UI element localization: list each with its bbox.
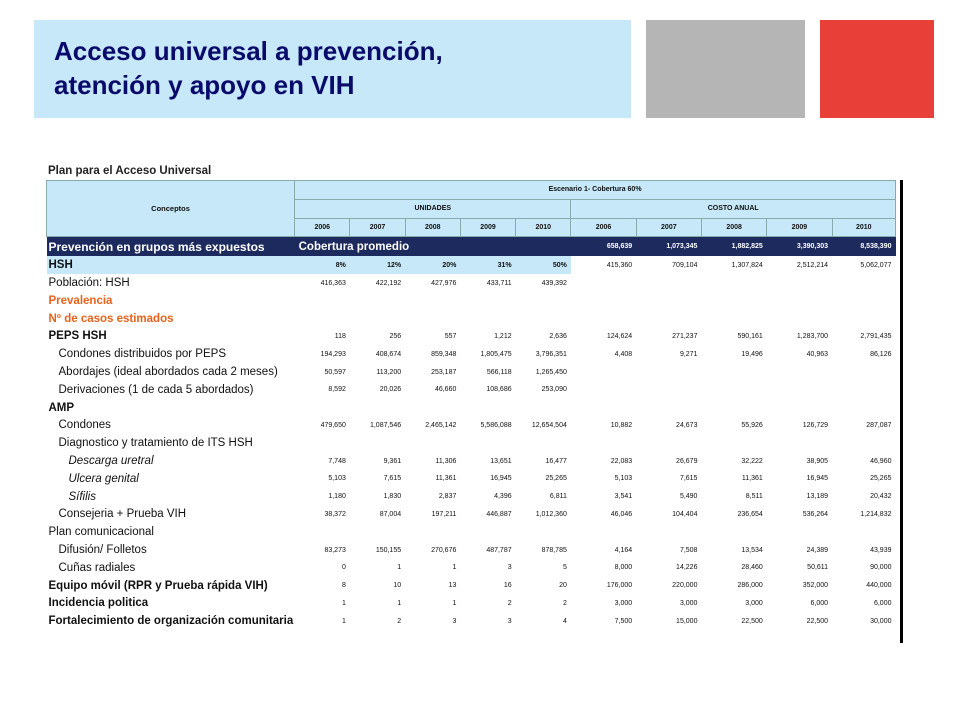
costo-cell: 38,905 xyxy=(806,457,829,465)
costo-cell: 22,083 xyxy=(610,457,633,465)
header-year-costo: 2008 xyxy=(701,218,766,237)
table-row xyxy=(47,488,896,506)
slide-title-line-2: atención y apoyo en VIH xyxy=(54,70,355,100)
costo-cell: 16,945 xyxy=(806,475,829,483)
row-concept: Fortalecimiento de organización comunitaria xyxy=(48,615,294,628)
table-row xyxy=(47,470,896,488)
unidades-cell: 1,180 xyxy=(328,493,346,501)
unidades-cell: 433,711 xyxy=(486,279,512,287)
unidades-cell: 1 xyxy=(341,599,346,607)
unidades-cell xyxy=(516,434,571,452)
unidades-cell: 1 xyxy=(452,564,457,572)
row-concept: Descarga uretral xyxy=(68,455,154,468)
costo-cell: 287,087 xyxy=(866,421,892,429)
unidades-cell: 1 xyxy=(452,599,457,607)
costo-cell xyxy=(571,381,636,399)
costo-cell xyxy=(571,523,636,541)
costo-cell: 28,460 xyxy=(741,564,763,572)
unidades-cell: 2,837 xyxy=(438,493,457,501)
unidades-cell: 566,118 xyxy=(486,368,512,376)
costo-cell xyxy=(832,274,895,292)
header-row-scenario xyxy=(47,181,896,200)
unidades-cell: 7,748 xyxy=(328,457,346,465)
costo-cell: 6,000 xyxy=(873,599,892,607)
table-row xyxy=(47,381,896,399)
unidades-cell: 11,306 xyxy=(435,457,457,465)
costo-cell xyxy=(832,381,895,399)
unidades-cell xyxy=(295,292,350,310)
plan-title: Plan para el Acceso Universal xyxy=(48,165,212,177)
unidades-cell: 7,615 xyxy=(383,475,402,483)
unidades-cell xyxy=(460,310,515,328)
costo-cell: 32,222 xyxy=(741,457,763,465)
costo-cell: 26,679 xyxy=(676,457,698,465)
costo-cell: 352,000 xyxy=(802,582,829,590)
unidades-cell: 446,887 xyxy=(486,510,512,518)
header-year-unidades: 2008 xyxy=(405,218,460,237)
unidades-cell xyxy=(350,434,405,452)
table-row xyxy=(47,434,896,452)
unidades-cell: 0 xyxy=(341,564,346,572)
unidades-cell: 253,187 xyxy=(431,368,457,376)
costo-cell xyxy=(701,310,766,328)
header-year-unidades: 2006 xyxy=(295,218,350,237)
costo-cell xyxy=(701,363,766,381)
unidades-cell: 256 xyxy=(389,332,402,340)
costo-cell: 40,963 xyxy=(806,350,829,358)
unidades-cell xyxy=(405,523,460,541)
costo-cell xyxy=(767,399,832,417)
table-row xyxy=(47,256,896,274)
unidades-cell: 12% xyxy=(350,256,405,274)
costo-cell xyxy=(701,292,766,310)
unidades-cell: 31% xyxy=(460,256,515,274)
costo-cell: 3,000 xyxy=(745,599,763,607)
costo-cell: 7,615 xyxy=(679,475,698,483)
table-row xyxy=(47,399,896,417)
unidades-cell: 2 xyxy=(507,599,512,607)
unidades-cell: 8,592 xyxy=(328,386,346,394)
costo-cell: 22,500 xyxy=(806,617,829,625)
costo-cell: 7,500 xyxy=(614,617,633,625)
unidades-cell: 4 xyxy=(562,617,567,625)
costo-cell: 536,264 xyxy=(802,510,829,518)
unidades-cell xyxy=(350,523,405,541)
unidades-cell: 16,945 xyxy=(490,475,512,483)
costo-cell xyxy=(701,434,766,452)
unidades-cell: 3 xyxy=(507,617,512,625)
row-concept: Cuñas radiales xyxy=(58,561,136,574)
table-row xyxy=(47,595,896,613)
costo-cell: 1,283,700 xyxy=(796,332,829,340)
unidades-cell: 16,477 xyxy=(545,457,567,465)
header-year-costo: 2009 xyxy=(767,218,832,237)
table-row xyxy=(47,310,896,328)
unidades-cell xyxy=(350,310,405,328)
header-unidades: UNIDADES xyxy=(295,199,571,218)
table-row xyxy=(47,363,896,381)
unidades-cell: 50% xyxy=(516,256,571,274)
row-concept: Sífilis xyxy=(68,490,96,503)
row-concept: Nº de casos estimados xyxy=(48,312,174,325)
costo-cell: 25,265 xyxy=(870,475,892,483)
unidades-cell: 9,361 xyxy=(383,457,402,465)
table-row xyxy=(47,506,896,524)
unidades-cell: 5,586,088 xyxy=(480,421,512,429)
unidades-cell: 859,348 xyxy=(431,350,457,358)
unidades-cell: 3,796,351 xyxy=(535,350,567,358)
unidades-cell: 408,674 xyxy=(375,350,402,358)
costo-cell: 24,389 xyxy=(806,546,829,554)
unidades-cell xyxy=(350,399,405,417)
table-row xyxy=(47,541,896,559)
costo-cell: 1,307,824 xyxy=(731,261,763,269)
header-conceptos: Conceptos xyxy=(47,181,295,237)
costo-cell xyxy=(832,310,895,328)
unidades-cell xyxy=(295,523,350,541)
costo-cell: 3,000 xyxy=(614,599,633,607)
costo-cell xyxy=(701,381,766,399)
costo-cell: 5,490 xyxy=(679,493,698,501)
costo-cell: 46,046 xyxy=(610,510,633,518)
band-costo-cell: 3,390,303 xyxy=(767,237,832,257)
unidades-cell: 1 xyxy=(397,599,402,607)
unidades-cell xyxy=(295,310,350,328)
unidades-cell: 83,273 xyxy=(324,546,346,554)
unidades-cell: 10 xyxy=(393,582,402,590)
unidades-cell xyxy=(350,292,405,310)
unidades-cell: 8 xyxy=(341,582,346,590)
costo-cell: 590,161 xyxy=(737,332,763,340)
unidades-cell: 253,090 xyxy=(541,386,567,394)
unidades-cell: 87,004 xyxy=(379,510,402,518)
costo-cell: 10,882 xyxy=(610,421,633,429)
costo-cell xyxy=(832,363,895,381)
costo-cell: 415,360 xyxy=(606,261,633,269)
header-year-costo: 2007 xyxy=(636,218,701,237)
unidades-cell: 5,103 xyxy=(328,475,346,483)
unidades-cell: 2,636 xyxy=(549,332,567,340)
unidades-cell: 1 xyxy=(397,564,402,572)
costo-cell xyxy=(767,292,832,310)
unidades-cell: 194,293 xyxy=(320,350,346,358)
costo-cell: 3,541 xyxy=(614,493,633,501)
table-row xyxy=(47,523,896,541)
costo-cell: 2,512,214 xyxy=(796,261,829,269)
header-costo-anual: COSTO ANUAL xyxy=(571,199,896,218)
table-row xyxy=(47,274,896,292)
costo-cell xyxy=(571,399,636,417)
unidades-cell xyxy=(405,399,460,417)
unidades-cell xyxy=(516,399,571,417)
costo-cell xyxy=(636,523,701,541)
unidades-cell xyxy=(460,523,515,541)
band-costo-cell: 1,073,345 xyxy=(636,237,701,257)
unidades-cell: 487,787 xyxy=(486,546,512,554)
costo-cell xyxy=(767,363,832,381)
row-concept: Condones xyxy=(58,419,111,432)
unidades-cell: 38,372 xyxy=(324,510,346,518)
costo-cell: 220,000 xyxy=(672,582,698,590)
costo-cell: 30,000 xyxy=(870,617,892,625)
costo-cell xyxy=(571,363,636,381)
unidades-cell: 20 xyxy=(559,582,567,590)
unidades-cell xyxy=(405,310,460,328)
costo-cell: 13,534 xyxy=(741,546,763,554)
title-box xyxy=(34,20,631,118)
costo-cell: 55,926 xyxy=(741,421,763,429)
unidades-cell: 46,660 xyxy=(434,386,457,394)
costo-cell: 4,164 xyxy=(614,546,633,554)
costo-cell xyxy=(636,434,701,452)
unidades-cell: 270,676 xyxy=(431,546,457,554)
costo-cell: 50,611 xyxy=(807,564,829,572)
costo-cell xyxy=(832,292,895,310)
row-concept: Incidencia politica xyxy=(48,597,149,610)
costo-cell: 24,673 xyxy=(676,421,698,429)
unidades-cell: 427,976 xyxy=(431,279,457,287)
unidades-cell: 108,686 xyxy=(486,386,512,394)
costo-cell: 90,000 xyxy=(870,564,892,572)
costo-cell xyxy=(636,381,701,399)
costo-cell xyxy=(832,523,895,541)
costo-cell xyxy=(571,434,636,452)
unidades-cell: 422,192 xyxy=(375,279,402,287)
costo-cell xyxy=(767,434,832,452)
costo-cell: 4,408 xyxy=(614,350,633,358)
header-year-unidades: 2009 xyxy=(460,218,515,237)
unidades-cell: 12,654,504 xyxy=(531,421,567,429)
unidades-cell xyxy=(516,292,571,310)
costo-cell xyxy=(832,434,895,452)
unidades-cell: 3 xyxy=(452,617,457,625)
table-row xyxy=(47,612,896,630)
unidades-cell: 416,363 xyxy=(320,279,346,287)
costo-cell xyxy=(636,292,701,310)
unidades-cell xyxy=(460,292,515,310)
costo-cell: 43,939 xyxy=(870,546,892,554)
unidades-cell: 1,212 xyxy=(494,332,512,340)
header-year-costo: 2006 xyxy=(571,218,636,237)
costo-cell xyxy=(767,310,832,328)
row-concept: AMP xyxy=(48,401,75,414)
costo-cell: 124,624 xyxy=(606,332,633,340)
unidades-cell: 6,811 xyxy=(549,493,567,501)
unidades-cell: 8% xyxy=(295,256,350,274)
unidades-cell: 3 xyxy=(507,564,512,572)
unidades-cell: 197,211 xyxy=(431,510,457,518)
unidades-cell: 479,650 xyxy=(320,421,346,429)
costo-cell: 5,103 xyxy=(614,475,633,483)
costo-cell: 6,000 xyxy=(810,599,829,607)
header-escenario: Escenario 1- Cobertura 60% xyxy=(295,181,896,200)
costo-cell xyxy=(636,310,701,328)
decorative-gray-block xyxy=(646,20,805,118)
band-cobertura: Cobertura promedio xyxy=(295,237,571,257)
table-row xyxy=(47,328,896,346)
unidades-cell xyxy=(295,434,350,452)
costo-cell: 20,432 xyxy=(870,493,892,501)
unidades-cell: 878,785 xyxy=(541,546,567,554)
costo-cell: 13,189 xyxy=(806,493,829,501)
unidades-cell xyxy=(516,310,571,328)
table-row xyxy=(47,292,896,310)
costo-cell: 46,960 xyxy=(870,457,892,465)
row-concept: Abordajes (ideal abordados cada 2 meses) xyxy=(58,366,278,379)
costo-cell: 19,496 xyxy=(741,350,763,358)
plan-table-container xyxy=(46,180,903,643)
row-concept: Población: HSH xyxy=(48,277,130,290)
costo-cell: 9,271 xyxy=(679,350,698,358)
unidades-cell xyxy=(460,434,515,452)
costo-cell: 22,500 xyxy=(741,617,763,625)
row-concept: Equipo móvil (RPR y Prueba rápida VIH) xyxy=(48,579,268,592)
band-concept: Prevención en grupos más expuestos xyxy=(47,237,295,257)
costo-cell xyxy=(636,363,701,381)
costo-cell: 8,511 xyxy=(745,493,763,501)
costo-cell xyxy=(701,399,766,417)
costo-cell: 271,237 xyxy=(672,332,698,340)
costo-cell: 236,654 xyxy=(737,510,763,518)
header-year-costo: 2010 xyxy=(832,218,895,237)
band-costo-cell: 658,639 xyxy=(571,237,636,257)
costo-cell xyxy=(571,310,636,328)
row-concept: PEPS HSH xyxy=(48,330,107,343)
costo-cell xyxy=(701,523,766,541)
row-concept: Ulcera genital xyxy=(68,472,139,485)
row-concept: Consejeria + Prueba VIH xyxy=(58,508,187,521)
unidades-cell: 1,805,475 xyxy=(480,350,512,358)
costo-cell: 15,000 xyxy=(676,617,698,625)
unidades-cell: 13,651 xyxy=(490,457,512,465)
unidades-cell: 439,392 xyxy=(541,279,567,287)
costo-cell: 1,214,832 xyxy=(860,510,892,518)
unidades-cell: 113,200 xyxy=(376,368,402,376)
unidades-cell: 1 xyxy=(341,617,346,625)
costo-cell xyxy=(832,399,895,417)
unidades-cell xyxy=(405,434,460,452)
unidades-cell: 2 xyxy=(397,617,402,625)
unidades-cell: 50,597 xyxy=(324,368,346,376)
plan-table xyxy=(46,180,896,630)
unidades-cell: 2,465,142 xyxy=(425,421,457,429)
unidades-cell xyxy=(516,523,571,541)
row-concept: Plan comunicacional xyxy=(48,526,154,539)
costo-cell xyxy=(701,274,766,292)
slide-title xyxy=(54,34,614,102)
costo-cell: 3,000 xyxy=(679,599,698,607)
unidades-cell: 20,026 xyxy=(379,386,402,394)
unidades-cell: 1,830 xyxy=(383,493,402,501)
unidades-cell: 150,155 xyxy=(375,546,402,554)
row-concept: HSH xyxy=(47,256,295,274)
costo-cell: 2,791,435 xyxy=(860,332,892,340)
costo-cell: 86,126 xyxy=(870,350,892,358)
costo-cell: 104,404 xyxy=(672,510,698,518)
costo-cell: 126,729 xyxy=(802,421,829,429)
unidades-cell: 1,012,360 xyxy=(535,510,567,518)
row-concept: Condones distribuidos por PEPS xyxy=(58,348,226,361)
band-costo-cell: 1,882,825 xyxy=(701,237,766,257)
unidades-cell: 20% xyxy=(405,256,460,274)
costo-cell xyxy=(571,292,636,310)
costo-cell: 7,508 xyxy=(679,546,698,554)
table-row xyxy=(47,452,896,470)
row-concept: Diagnostico y tratamiento de ITS HSH xyxy=(58,437,253,450)
costo-cell: 8,000 xyxy=(614,564,633,572)
costo-cell: 286,000 xyxy=(737,582,763,590)
unidades-cell xyxy=(295,399,350,417)
unidades-cell: 557 xyxy=(444,332,457,340)
band-costo-cell: 8,538,390 xyxy=(832,237,895,257)
unidades-cell xyxy=(405,292,460,310)
costo-cell: 709,104 xyxy=(672,261,698,269)
unidades-cell xyxy=(460,399,515,417)
unidades-cell: 4,396 xyxy=(494,493,512,501)
header-year-unidades: 2010 xyxy=(516,218,571,237)
slide-title-line-1: Acceso universal a prevención, xyxy=(54,36,443,66)
row-concept: Prevalencia xyxy=(48,294,113,307)
table-row xyxy=(47,559,896,577)
unidades-cell: 13 xyxy=(448,582,457,590)
table-row xyxy=(47,417,896,435)
header-year-unidades: 2007 xyxy=(350,218,405,237)
costo-cell xyxy=(636,399,701,417)
table-row xyxy=(47,345,896,363)
costo-cell: 5,062,077 xyxy=(860,261,892,269)
costo-cell xyxy=(767,523,832,541)
costo-cell: 11,361 xyxy=(741,475,763,483)
unidades-cell: 1,265,450 xyxy=(535,368,567,376)
unidades-cell: 5 xyxy=(562,564,567,572)
costo-cell: 14,226 xyxy=(676,564,698,572)
unidades-cell: 25,265 xyxy=(545,475,567,483)
unidades-cell: 11,361 xyxy=(435,475,457,483)
costo-cell xyxy=(636,274,701,292)
costo-cell: 176,000 xyxy=(606,582,633,590)
unidades-cell: 118 xyxy=(334,332,346,340)
costo-cell xyxy=(767,274,832,292)
table-row xyxy=(47,577,896,595)
band-row xyxy=(47,237,896,257)
costo-cell: 440,000 xyxy=(866,582,892,590)
unidades-cell: 2 xyxy=(562,599,567,607)
costo-cell xyxy=(571,274,636,292)
decorative-red-block xyxy=(820,20,934,118)
row-concept: Difusión/ Folletos xyxy=(58,544,147,557)
unidades-cell: 1,087,546 xyxy=(369,421,402,429)
row-concept: Derivaciones (1 de cada 5 abordados) xyxy=(58,383,254,396)
unidades-cell: 16 xyxy=(503,582,512,590)
costo-cell xyxy=(767,381,832,399)
